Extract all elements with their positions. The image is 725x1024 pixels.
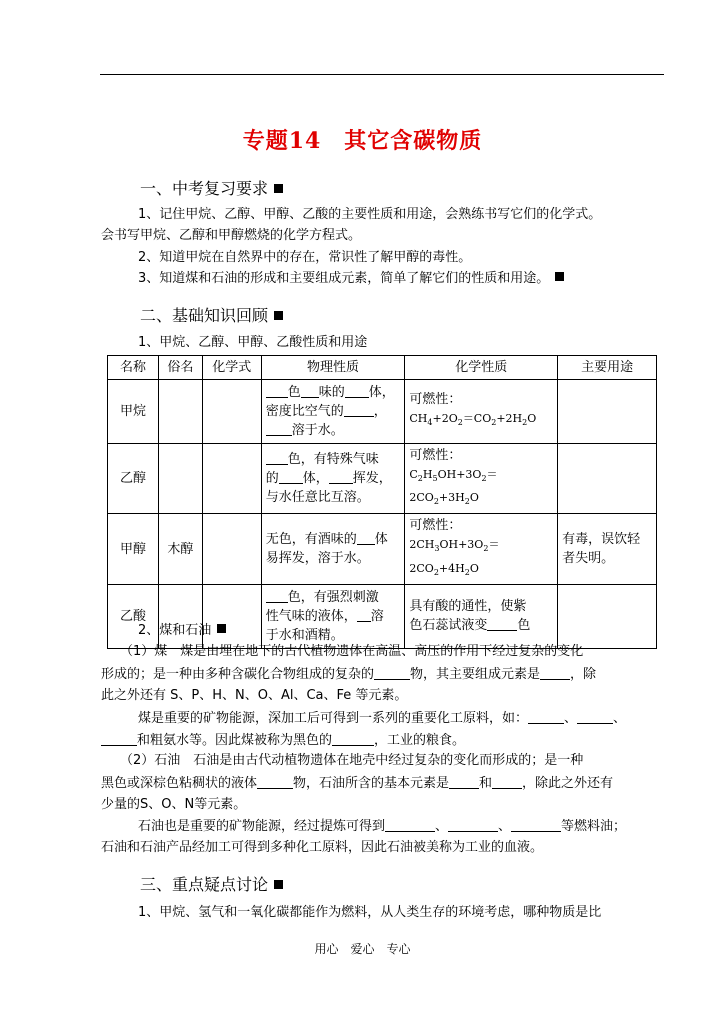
- fill-blank: [492, 775, 522, 789]
- equation: $CH_4+2O_2=CO_2+2H_2O$: [409, 412, 537, 428]
- text: ，: [373, 404, 387, 419]
- properties-table: [107, 355, 657, 649]
- coal-line4: [138, 710, 626, 727]
- cell-formula: [202, 514, 261, 584]
- equation: $C_2H_5OH+3O_2=2CO_2+3H_2O$: [409, 468, 498, 507]
- section3-heading: [140, 872, 283, 895]
- fill-blank: [344, 403, 374, 417]
- table-header: 物理性质: [261, 356, 405, 380]
- oil-line2: [101, 775, 613, 792]
- text: 味的: [318, 385, 345, 400]
- square-bullet-icon: [217, 624, 226, 633]
- table-header-row: [108, 356, 657, 380]
- cell-chemical: [405, 584, 558, 648]
- fill-blank: [266, 589, 288, 603]
- text: 可燃性：: [409, 518, 462, 534]
- text: 、: [613, 711, 627, 726]
- fill-blank: [511, 818, 561, 832]
- oil-line4: [138, 818, 626, 835]
- cell-common: 木醇: [158, 514, 202, 584]
- table-header: 俗名: [158, 356, 202, 380]
- cell-chemical: [405, 444, 558, 514]
- text: 的: [265, 471, 279, 487]
- fill-blank: [449, 775, 479, 789]
- cell-physical: [261, 444, 405, 514]
- fill-blank: [577, 710, 613, 724]
- text: 等燃料油；: [561, 819, 627, 834]
- cell-common: [158, 380, 202, 444]
- table-row: [108, 514, 657, 584]
- fill-blank: [357, 608, 371, 622]
- table-header: 名称: [108, 356, 159, 380]
- cell-use: [558, 444, 657, 514]
- coal-line5: [101, 732, 465, 749]
- cell-name: 甲醇: [108, 514, 159, 584]
- text: 无色，有酒味的: [265, 532, 357, 548]
- equation: $2CH_3OH+3O_2=2CO_2+4H_2O$: [409, 538, 500, 577]
- sub2-label-text: 2、煤和石油: [138, 623, 212, 638]
- square-bullet-icon: [274, 880, 283, 889]
- fill-blank: [257, 775, 293, 789]
- table-header: 化学式: [202, 356, 261, 380]
- text: 色: [287, 385, 301, 400]
- cell-physical: [261, 380, 405, 444]
- text: 物，其主要组成元素是: [410, 667, 541, 682]
- fill-blank: [487, 617, 517, 631]
- text: ，除此之外还有: [522, 776, 614, 791]
- fill-blank: [266, 451, 288, 465]
- text: 挥发，: [352, 471, 392, 487]
- fill-blank: [332, 732, 374, 746]
- cell-formula: [202, 380, 261, 444]
- text: 、: [435, 819, 449, 834]
- cell-formula: [202, 444, 261, 514]
- text: 溶于水。: [291, 423, 344, 438]
- section2-heading: [140, 303, 283, 326]
- text: 溶: [370, 608, 384, 624]
- text: 和: [479, 776, 493, 791]
- table-header: 主要用途: [558, 356, 657, 380]
- text: 体，: [302, 471, 329, 487]
- coal-line3: 此之外还有 S、P、H、N、O、Al、Ca、Fe 等元素。: [101, 688, 408, 703]
- fill-blank: [329, 470, 353, 484]
- section2-heading-text: 二、基础知识回顾: [140, 306, 269, 325]
- section3-heading-text: 三、重点疑点讨论: [140, 875, 269, 894]
- fill-blank: [540, 666, 570, 680]
- cell-use: [558, 380, 657, 444]
- text: 色，有特殊气味: [287, 452, 379, 468]
- text: 色石蕊试液变: [409, 618, 488, 634]
- fill-blank: [345, 384, 369, 398]
- text: 具有酸的通性，使紫: [409, 599, 527, 615]
- text: 体，: [368, 385, 395, 400]
- oil-line1: （2）石油 石油是由古代动植物遗体在地壳中经过复杂的变化而形成的；是一种: [120, 753, 584, 768]
- oil-line3: 少量的S、O、N等元素。: [101, 797, 247, 812]
- fill-blank: [528, 710, 564, 724]
- text: 可燃性：: [409, 448, 462, 463]
- cell-common: [158, 444, 202, 514]
- cell-use: [558, 584, 657, 648]
- fill-blank: [374, 666, 410, 680]
- table-header: 化学性质: [405, 356, 558, 380]
- text: 色，有强烈刺激: [287, 589, 379, 605]
- text: 可燃性：: [409, 392, 462, 408]
- square-bullet-icon: [274, 184, 283, 193]
- sub2-label: [138, 623, 226, 639]
- fill-blank: [357, 531, 375, 545]
- req-item2: 2、知道甲烷在自然界中的存在，常识性了解甲醇的毒性。: [138, 250, 472, 265]
- text: 和粗氨水等。因此煤被称为黑色的: [137, 733, 333, 748]
- cell-name: 乙醇: [108, 444, 159, 514]
- cell-name: 乙酸: [108, 584, 159, 648]
- text: ，工业的粮食。: [374, 733, 466, 748]
- text: 色: [517, 618, 531, 634]
- text: 体: [374, 532, 388, 548]
- fill-blank: [301, 384, 319, 398]
- table-row: [108, 444, 657, 514]
- sub1-label: 1、甲烷、乙醇、甲醇、乙酸性质和用途: [138, 335, 368, 350]
- fill-blank: [101, 732, 137, 746]
- req-item1-line2: 会书写甲烷、乙醇和甲醇燃烧的化学方程式。: [101, 228, 362, 243]
- cell-chemical: [405, 380, 558, 444]
- text: 黑色或深棕色粘稠状的液体: [101, 776, 258, 791]
- section1-heading-text: 一、中考复习要求: [140, 179, 269, 198]
- fill-blank: [266, 384, 288, 398]
- text: 石油也是重要的矿物能源，经过提炼可得到: [138, 819, 386, 834]
- text: 形成的；是一种由多种含碳化合物组成的复杂的: [101, 667, 375, 682]
- text: ，除: [570, 667, 597, 682]
- text: 密度比空气的: [265, 404, 344, 419]
- cell-use: 有毒，误饮轻者失明。: [558, 514, 657, 584]
- coal-line1: （1）煤 煤是由埋在地下的古代植物遗体在高温、高压的作用下经过复杂的变化: [120, 644, 584, 659]
- fill-blank: [266, 422, 292, 436]
- req-item1-line1: 1、记住甲烷、乙醇、甲醇、乙酸的主要性质和用途，会熟练书写它们的化学式。: [138, 207, 602, 222]
- text: 于水和酒精。: [265, 627, 344, 643]
- discussion-item1: 1、甲烷、氢气和一氧化碳都能作为燃料，从人类生存的环境考虑，哪种物质是比: [138, 905, 602, 920]
- fill-blank: [448, 818, 498, 832]
- page-footer: 用心 爱心 专心: [314, 942, 411, 956]
- square-bullet-icon: [274, 311, 283, 320]
- header-rule: [100, 74, 664, 75]
- oil-line5: 石油和石油产品经加工可得到多种化工原料，因此石油被美称为工业的血液。: [101, 840, 544, 855]
- text: 、: [498, 819, 512, 834]
- text: 性气味的液体，: [265, 608, 357, 624]
- text: 物，石油所含的基本元素是: [293, 776, 450, 791]
- text: 煤是重要的矿物能源，深加工后可得到一系列的重要化工原料，如：: [138, 711, 529, 726]
- req-item3-text: 3、知道煤和石油的形成和主要组成元素，简单了解它们的性质和用途。: [138, 271, 550, 286]
- text: 易挥发，溶于水。: [265, 551, 370, 567]
- cell-chemical: [405, 514, 558, 584]
- page-title: 专题14 其它含碳物质: [242, 128, 483, 154]
- fill-blank: [279, 470, 303, 484]
- square-bullet-icon: [555, 272, 564, 281]
- req-item3: [138, 271, 564, 287]
- cell-physical: [261, 514, 405, 584]
- coal-line2: [101, 666, 596, 683]
- table-row: [108, 380, 657, 444]
- cell-name: 甲烷: [108, 380, 159, 444]
- cell-physical: [261, 584, 405, 648]
- text: 、: [564, 711, 578, 726]
- section1-heading: [140, 176, 283, 199]
- fill-blank: [385, 818, 435, 832]
- text: 与水任意比互溶。: [265, 490, 370, 506]
